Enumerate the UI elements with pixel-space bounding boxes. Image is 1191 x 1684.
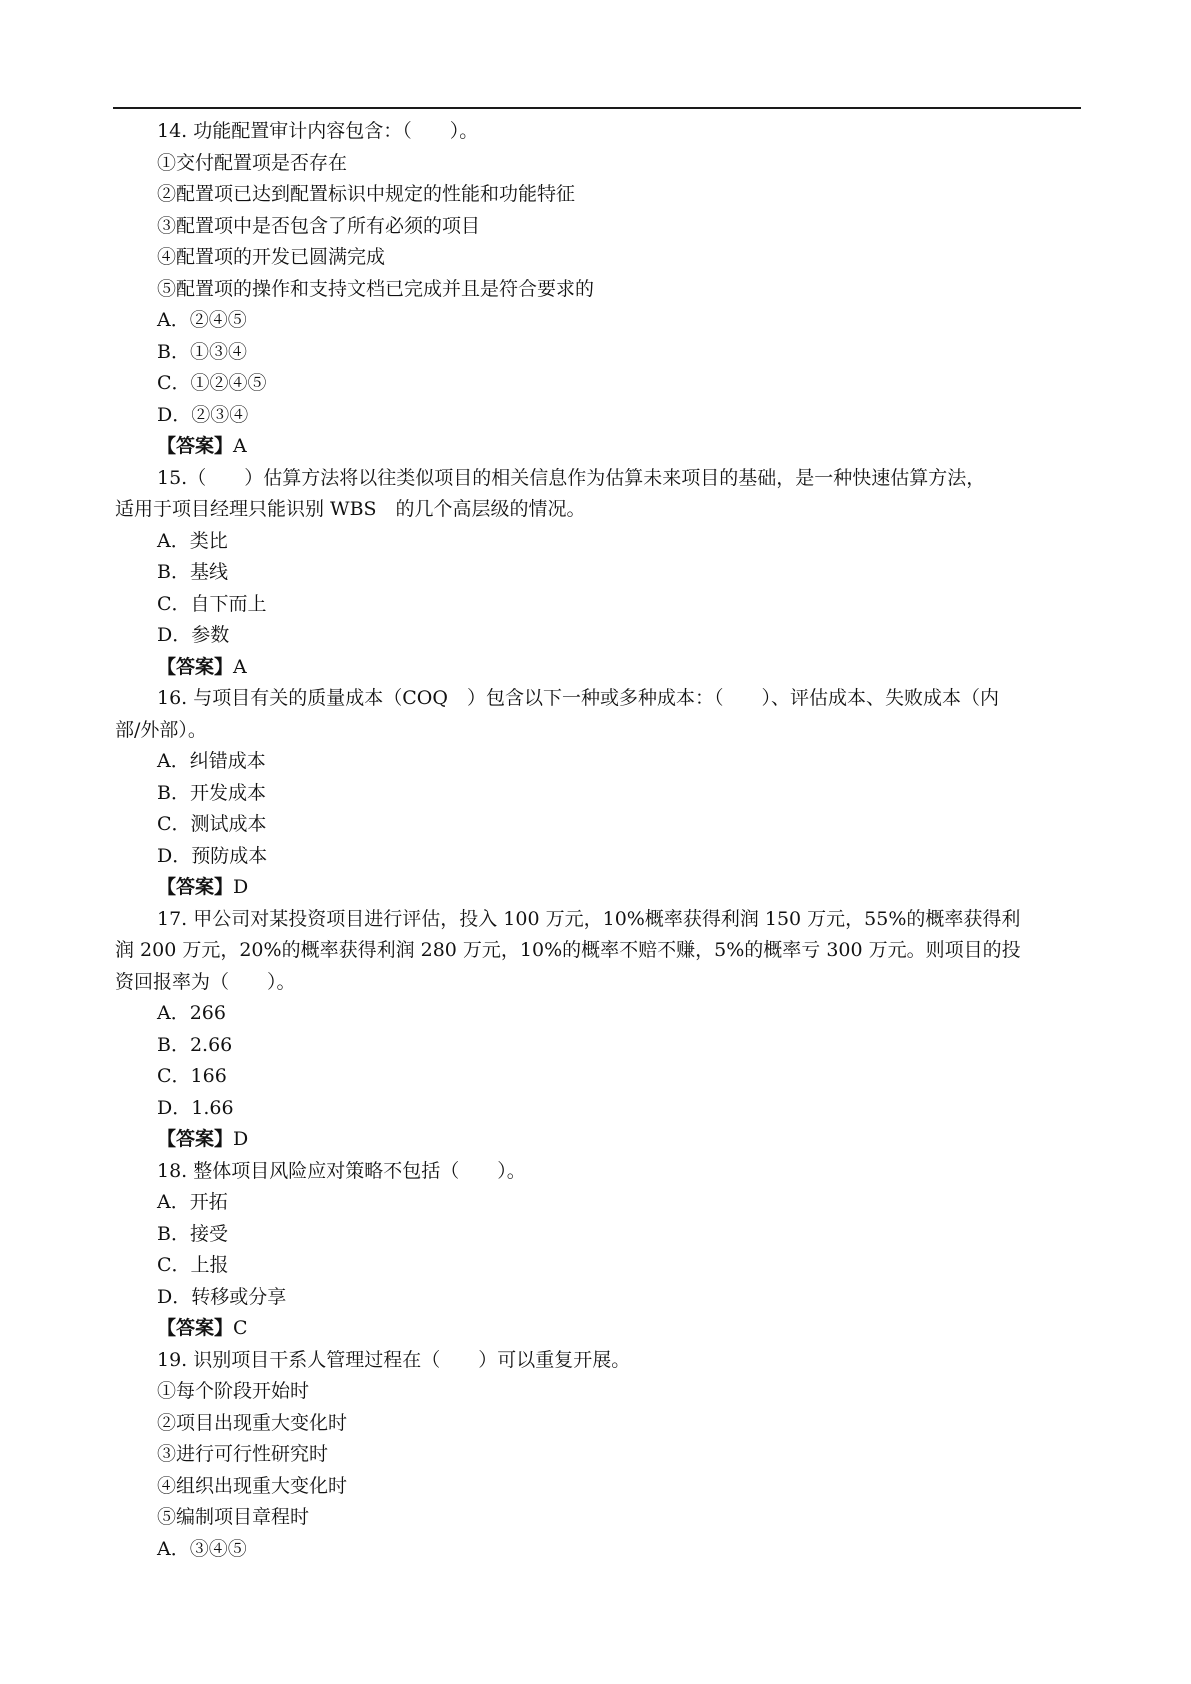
question-17-stem-line-1: 17. 甲公司对某投资项目进行评估，投入 100 万元，10%概率获得利润 150 万元，55%的概率获得利 (157, 907, 1021, 930)
question-19-stem: 19. 识别项目干系人管理过程在（ ）可以重复开展。 (157, 1348, 631, 1371)
question-17-option-a: A．266 (157, 1002, 226, 1024)
question-18-option-c: C．上报 (157, 1254, 229, 1276)
question-15-stem-line-2: 适用于项目经理只能识别 WBS 的几个高层级的情况。 (115, 498, 586, 520)
question-15-option-a: A．类比 (157, 529, 228, 552)
question-14-option-b: B．①③④ (157, 340, 247, 363)
answer-value: D (233, 1128, 249, 1150)
question-14-item: ⑤配置项的操作和支持文档已完成并且是符合要求的 (157, 277, 595, 300)
question-16-option-c: C．测试成本 (157, 813, 267, 835)
question-14-item: ③配置项中是否包含了所有必须的项目 (157, 214, 481, 237)
question-18-option-a: A．开拓 (157, 1191, 228, 1213)
answer-label: 【答案】 (157, 876, 234, 898)
question-17-option-b: B．2.66 (157, 1033, 233, 1056)
question-18-option-d: D．转移或分享 (157, 1285, 287, 1308)
question-14-stem: 14. 功能配置审计内容包含：（ ）。 (157, 120, 479, 142)
question-19-option-a: A．③④⑤ (157, 1537, 247, 1560)
question-19-item: ④组织出现重大变化时 (157, 1474, 348, 1497)
answer-label: 【答案】 (157, 655, 234, 678)
question-14-option-a: A．②④⑤ (157, 309, 247, 331)
question-17-answer (115, 1124, 1081, 1156)
question-15-option-b: B．基线 (157, 561, 228, 583)
question-19-item: ①每个阶段开始时 (157, 1380, 310, 1402)
question-18-stem: 18. 整体项目风险应对策略不包括（ ）。 (157, 1159, 526, 1182)
question-14-option-c: C．①②④⑤ (157, 372, 267, 394)
question-15-answer (115, 652, 1081, 684)
question-16-stem-line-1: 16. 与项目有关的质量成本（COQ ）包含以下一种或多种成本：（ ）、评估成本、失败成本（内 (157, 687, 999, 709)
question-16-answer (115, 872, 1081, 904)
question-14-item: ①交付配置项是否存在 (157, 151, 348, 174)
answer-label: 【答案】 (157, 1128, 234, 1150)
answer-value: C (233, 1317, 248, 1339)
question-15-option-c: C．自下而上 (157, 592, 267, 615)
question-16-option-d: D．预防成本 (157, 844, 268, 867)
question-16-stem-line-2: 部/外部）。 (115, 718, 207, 741)
question-15-option-d: D．参数 (157, 624, 230, 646)
question-14-item: ④配置项的开发已圆满完成 (157, 246, 386, 268)
question-14-answer (115, 431, 1081, 463)
question-18-option-b: B．接受 (157, 1222, 228, 1245)
question-17-stem-line-2: 润 200 万元，20%的概率获得利润 280 万元，10%的概率不赔不赚，5%的概率亏 300 万元。则项目的投 (115, 939, 1021, 961)
answer-label: 【答案】 (157, 435, 234, 457)
question-17-option-c: C．166 (157, 1065, 227, 1087)
question-17-stem-line-3: 资回报率为（ ）。 (115, 970, 296, 993)
answer-value: A (233, 655, 247, 678)
header-rule (113, 107, 1081, 109)
question-18-answer (115, 1313, 1081, 1345)
answer-value: A (233, 435, 247, 457)
question-19-item: ②项目出现重大变化时 (157, 1411, 348, 1434)
question-16-option-b: B．开发成本 (157, 781, 266, 804)
question-19-item: ⑤编制项目章程时 (157, 1506, 310, 1528)
question-14-item: ②配置项已达到配置标识中规定的性能和功能特征 (157, 183, 576, 205)
question-16-option-a: A．纠错成本 (157, 750, 266, 772)
answer-value: D (233, 876, 249, 898)
document-body (115, 116, 1081, 1565)
answer-label: 【答案】 (157, 1317, 234, 1339)
question-14-option-d: D．②③④ (157, 403, 249, 426)
question-15-stem-line-1: 15.（ ）估算方法将以往类似项目的相关信息作为估算未来项目的基础，是一种快速估算方法， (157, 466, 986, 489)
question-19-item: ③进行可行性研究时 (157, 1443, 329, 1465)
question-17-option-d: D．1.66 (157, 1096, 234, 1119)
